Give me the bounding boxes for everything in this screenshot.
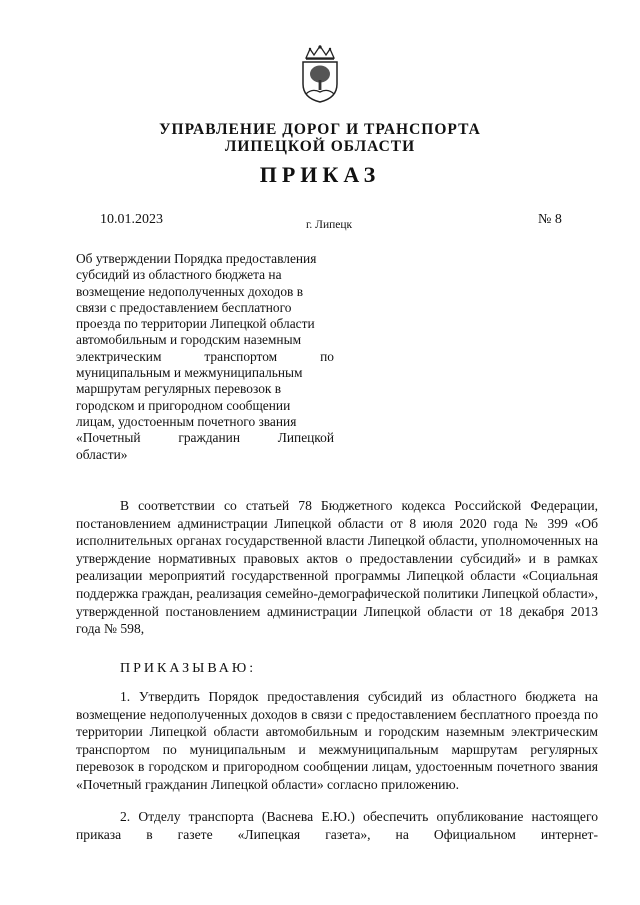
subject-line: Об утверждении Порядка предоставления xyxy=(76,251,317,266)
subject-line: связи с предоставлением бесплатного xyxy=(76,299,292,315)
order-item-1-block xyxy=(76,688,598,794)
subject-line: «Почетный гражданин Липецкой xyxy=(76,430,334,446)
subject-line: автомобильным и городским наземным xyxy=(76,332,302,348)
document-subject xyxy=(76,251,334,463)
order-item: 1. Утвердить Порядок предоставления субсидий из областного бюджета на возмещение недополученных доходов в связи с предоставлением бесплатного проезда по территории Липецкой области автомобильным и городским наземным электрическим транспортом по муниципальным и межмуниципальным маршрутам регулярных перевозок в городском и пригородном сообщении лицам, удостоенным почетного звания «Почетный гражданин Липецкой области» согласно приложению. xyxy=(76,689,598,792)
document-date: 10.01.2023 xyxy=(100,212,163,227)
coat-of-arms-icon xyxy=(298,44,342,104)
subject-line: городском и пригородном сообщении xyxy=(76,397,291,413)
document-number: № 8 xyxy=(538,212,562,227)
preamble-block xyxy=(76,497,598,638)
subject-line: маршрутам регулярных перевозок в xyxy=(76,381,282,397)
org-name-line1: УПРАВЛЕНИЕ ДОРОГ И ТРАНСПОРТА xyxy=(159,121,481,138)
subject-line: возмещение недополученных доходов в xyxy=(76,283,304,299)
subject-line: муниципальным и межмуниципальным xyxy=(76,365,303,381)
order-item-2-block xyxy=(76,808,598,843)
order-directive: ПРИКАЗЫВАЮ: xyxy=(120,661,257,676)
preamble-paragraph: В соответствии со статьей 78 Бюджетного кодекса Российской Федерации, постановлением администрации Липецкой области от 8 июля 2020 года № 399 «Об исполнительных органах государственной власти Липецкой области, уполномоченных на утверждение нормативных правовых актов о предоставлении субсидий» и в рамках реализации мероприятий государственной программы Липецкой области «Социальная поддержка граждан, реализация семейно-демографической политики Липецкой области», утвержденной постановлением администрации Липецкой области от 18 декабря 2013 года № 598, xyxy=(76,498,598,637)
subject-line: проезда по территории Липецкой области xyxy=(76,316,315,332)
document-type-title: ПРИКАЗ xyxy=(259,162,381,187)
subject-line: электрическим транспортом по xyxy=(76,348,334,364)
subject-line: лицам, удостоенным почетного звания xyxy=(76,413,297,429)
org-name-line2: ЛИПЕЦКОЙ ОБЛАСТИ xyxy=(224,138,416,155)
subject-line: субсидий из областного бюджета на xyxy=(76,267,282,283)
subject-line: области» xyxy=(76,446,128,462)
document-city: г. Липецк xyxy=(306,219,353,231)
order-item: 2. Отделу транспорта (Васнева Е.Ю.) обеспечить опубликование настоящего приказа в газете «Липецкая газета», на Официальном интернет- xyxy=(76,809,598,842)
